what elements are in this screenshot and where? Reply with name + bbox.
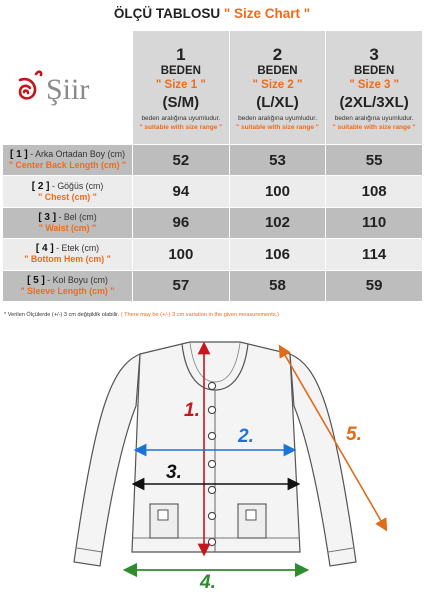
size-label-en: " Size 1 " [155,78,206,91]
table-row-sleeve-length [3,270,423,301]
row-index: [ 1 ] [9,149,28,161]
row-label-tr: - Arka Ortadan Boy (cm) [27,149,126,160]
row-index: [ 5 ] [27,274,45,286]
row-label-en: " Bottom Hem (cm) " [24,254,111,265]
table-cell: 100 [229,176,326,207]
row-label-en: " Sleeve Length (cm) " [20,285,115,296]
footnote-tr: * Verilen Ölçülerde (+/-) 3 cm değişiklik olabilir. [4,312,120,318]
size-range: (S/M) [162,93,200,111]
size-label-en: " Size 3 " [349,78,400,91]
label-3: 3. [166,462,182,483]
size-header-3 [326,31,423,145]
table-row-waist [3,207,423,238]
row-label-en: " Chest (cm) " [38,191,97,202]
table-cell: 52 [133,145,230,176]
table-row-center-back-length [3,145,423,176]
table-cell: 102 [229,207,326,238]
label-5: 5. [346,424,362,445]
jacket-illustration [0,326,424,600]
table-row-chest [3,176,423,207]
row-label [3,207,133,238]
siir-logo [8,62,126,110]
table-cell: 106 [229,239,326,270]
size-beden: BEDEN [257,64,298,77]
size-note-en: " suitable with size range " [332,123,416,131]
table-row-bottom-hem [3,239,423,270]
jacket-measurement-diagram [0,326,424,600]
size-label-en: " Size 2 " [252,78,303,91]
table-cell: 58 [229,270,326,301]
row-label-en: " Waist (cm) " [38,222,97,233]
table-cell: 110 [326,207,423,238]
title-en: " Size Chart " [223,6,311,21]
row-index: [ 4 ] [35,243,54,255]
size-number: 2 [272,44,283,64]
row-label-tr: - Kol Boyu (cm) [44,274,108,285]
row-label-tr: - Bel (cm) [56,211,97,222]
size-note-tr: beden aralığına uyumludur. [334,114,414,122]
size-beden: BEDEN [354,64,395,77]
table-cell: 100 [133,239,230,270]
table-cell: 55 [326,145,423,176]
size-note-tr: beden aralığına uyumludur. [238,114,317,122]
row-index: [ 3 ] [38,211,57,223]
size-note-en: " suitable with size range " [139,123,223,131]
label-2: 2. [238,426,254,447]
row-label-en: " Center Back Length (cm) " [8,160,127,171]
table-cell: 94 [133,176,230,207]
footnote-en: ( There may be (+/-) 3 cm variation in the given measurements.) [120,312,280,318]
row-index: [ 2 ] [31,180,50,192]
title-main: ÖLÇÜ TABLOSU [113,6,221,21]
table-cell: 57 [133,270,230,301]
label-4: 4. [200,572,216,593]
row-label [3,239,133,270]
logo-swirl-icon [20,72,41,99]
row-label [3,270,133,301]
row-label-tr: - Etek (cm) [53,243,100,254]
size-range: (L/XL) [256,93,299,111]
table-cell: 59 [326,270,423,301]
size-note-tr: beden aralığına uyumludur. [141,114,221,122]
size-header-1 [133,31,230,145]
table-cell: 96 [133,207,230,238]
size-header-2 [229,31,326,145]
logo-text: Şiir [46,73,90,106]
table-cell: 53 [229,145,326,176]
table-cell: 108 [326,176,423,207]
size-range: (2XL/3XL) [339,93,409,111]
row-label [3,176,133,207]
size-note-en: " suitable with size range " [236,123,319,131]
row-label-tr: - Göğüs (cm) [49,180,104,191]
page-title [0,6,424,21]
label-1: 1. [184,400,200,421]
footnote [4,312,420,318]
size-number: 1 [176,44,186,64]
row-label [3,145,133,176]
table-cell: 114 [326,239,423,270]
size-number: 3 [369,44,379,64]
size-beden: BEDEN [160,64,201,77]
